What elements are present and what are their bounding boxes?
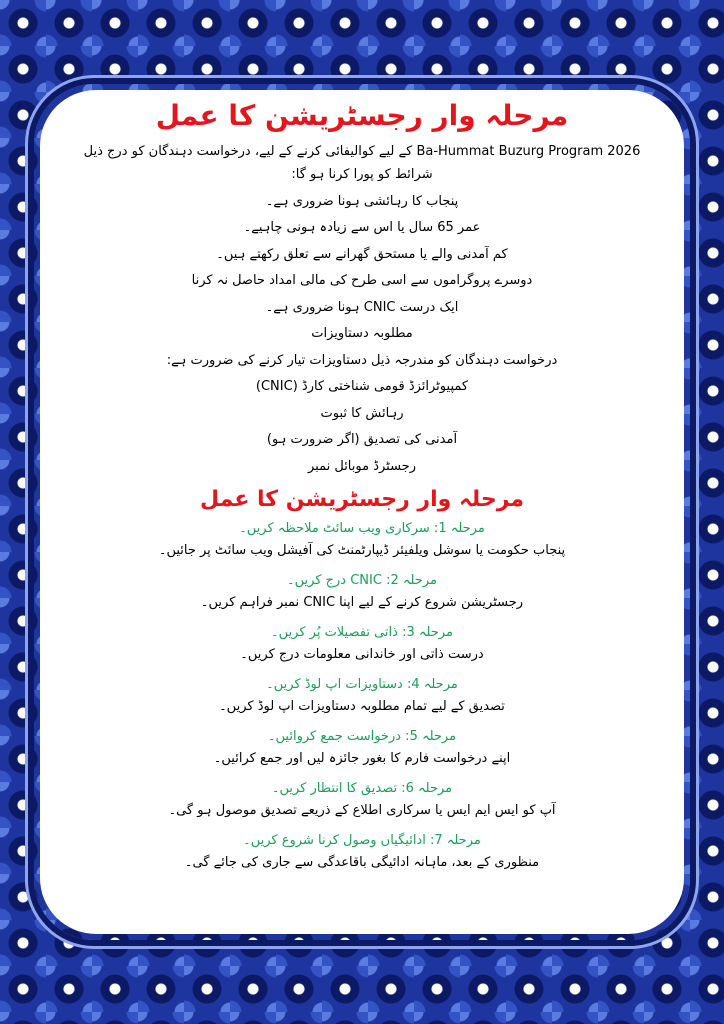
document-item: آمدنی کی تصدیق (اگر ضرورت ہو): [266, 432, 458, 447]
documents-list: [62, 374, 662, 480]
step-title: مرحلہ 6: تصدیق کا انتظار کریں۔: [271, 781, 453, 796]
step-body: پنجاب حکومت یا سوشل ویلفیئر ڈیپارٹمنٹ کی آفیشل ویب سائٹ پر جائیں۔: [158, 543, 566, 558]
document-item: رجسٹرڈ موبائل نمبر: [307, 458, 416, 474]
step-body: رجسٹریشن شروع کرنے کے لیے اپنا CNIC نمبر فراہم کریں۔: [200, 595, 524, 610]
section-title: مرحلہ وار رجسٹریشن کا عمل: [199, 487, 525, 512]
step-title: مرحلہ 3: ذاتی تفصیلات پُر کریں۔: [271, 625, 453, 640]
step-body: درست ذاتی اور خاندانی معلومات درج کریں۔: [240, 647, 484, 662]
requirements-list: [62, 189, 662, 322]
requirement-item: کم آمدنی والے یا مستحق گھرانے سے تعلق رکھتے ہیں۔: [216, 246, 508, 262]
step-title: مرحلہ 2: CNIC درج کریں۔: [287, 573, 437, 588]
documents-heading: مطلوبہ دستاویزات: [311, 326, 413, 341]
step-title: مرحلہ 1: سرکاری ویب سائٹ ملاحظہ کریں۔: [239, 521, 485, 536]
documents-intro: درخواست دہندگان کو مندرجہ ذیل دستاویزات تیار کرنے کی ضرورت ہے:: [166, 352, 558, 368]
step-title: مرحلہ 7: ادائیگیاں وصول کرنا شروع کریں۔: [243, 833, 481, 848]
requirement-item: دوسرے پروگراموں سے اسی طرح کی مالی امداد حاصل نہ کرنا: [191, 273, 533, 288]
step-body: اپنے درخواست فارم کا بغور جائزہ لیں اور جمع کرائیں۔: [213, 751, 511, 766]
requirement-item: پنجاب کا رہائشی ہونا ضروری ہے۔: [265, 193, 459, 209]
step-body: آپ کو ایس ایم ایس یا سرکاری اطلاع کے ذریعے تصدیق موصول ہو گی۔: [168, 803, 556, 818]
document-item: کمپیوٹرائزڈ قومی شناختی کارڈ (CNIC): [255, 379, 469, 394]
document-item: رہائش کا ثبوت: [320, 405, 404, 421]
steps-list: [62, 518, 662, 874]
step-title: مرحلہ 5: درخواست جمع کروائیں۔: [267, 729, 457, 744]
requirement-item: ایک درست CNIC ہونا ضروری ہے۔: [265, 299, 459, 315]
document-content: [62, 96, 662, 882]
step-title: مرحلہ 4: دستاویزات اپ لوڈ کریں۔: [266, 677, 458, 692]
step-body: تصدیق کے لیے تمام مطلوبہ دستاویزات اپ لوڈ کریں۔: [219, 699, 505, 714]
intro-line-2: شرائط کو پورا کرنا ہو گا:: [291, 167, 433, 182]
requirement-item: عمر 65 سال یا اس سے زیادہ ہونی چاہیے۔: [243, 220, 481, 235]
intro-line-1: Ba-Hummat Buzurg Program 2026 کے لیے کوالیفائی کرنے کے لیے، درخواست دہندگان کو درج ذیل: [83, 144, 641, 159]
page-title: مرحلہ وار رجسٹریشن کا عمل: [155, 99, 569, 132]
step-body: منظوری کے بعد، ماہانہ ادائیگی باقاعدگی سے جاری کی جائے گی۔: [184, 855, 540, 870]
